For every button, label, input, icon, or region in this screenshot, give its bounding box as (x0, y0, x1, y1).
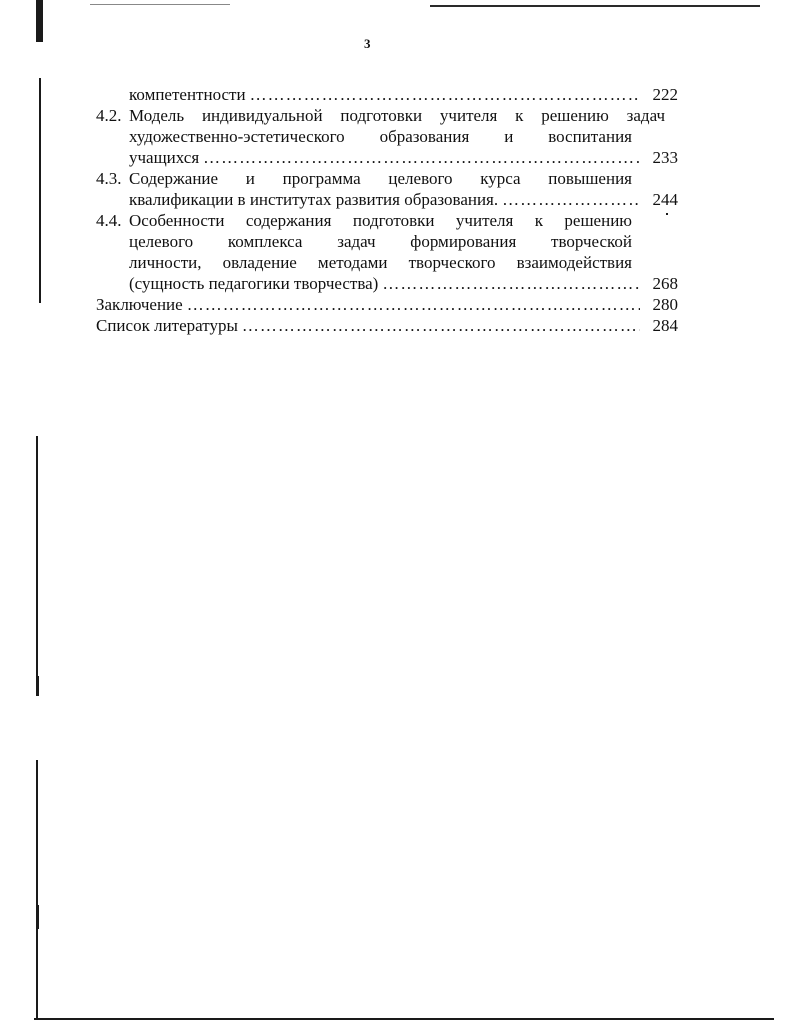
toc-entry-line: художественно-эстетического образования и воспитания (129, 127, 632, 146)
toc-entry-number: 4.4. (96, 211, 122, 230)
toc-page-ref: 280 (652, 295, 678, 314)
scan-bottom-edge (34, 1018, 774, 1020)
toc-leader (203, 147, 640, 168)
toc-entry (96, 315, 678, 336)
toc-leader (187, 294, 640, 315)
toc-entry-line: личности, овладение методами творческого взаимодействия (129, 253, 632, 272)
toc-entry (96, 105, 678, 168)
scan-top-edge (90, 4, 230, 5)
toc-entry (96, 84, 678, 105)
toc-page-ref: 222 (652, 85, 678, 104)
toc-leader (382, 273, 640, 294)
toc-leader (242, 315, 640, 336)
scan-edge-mark (36, 676, 39, 696)
toc-entry-title: Список литературы (96, 316, 238, 335)
toc-entry-title: квалификации в институтах развития образования. (129, 190, 499, 209)
toc-entry (96, 294, 678, 315)
toc-entry (96, 168, 678, 210)
toc-page-ref: 268 (652, 274, 678, 293)
toc-entry-line: Модель индивидуальной подготовки учителя к решению задач (129, 106, 665, 125)
toc-entry-title: компетентности (129, 85, 246, 104)
toc-entry-title: Заключение (96, 295, 183, 314)
table-of-contents (96, 84, 678, 336)
scan-edge-mark (36, 905, 39, 929)
toc-page-ref: 244 (652, 190, 678, 209)
page-number: 3 (364, 36, 371, 51)
scan-edge-line (36, 436, 38, 676)
toc-page-ref: 233 (652, 148, 678, 167)
toc-entry-number: 4.3. (96, 169, 122, 188)
toc-leader (502, 189, 640, 210)
toc-entry-line: целевого комплекса задач формирования творческой (129, 232, 632, 251)
toc-entry-line: Содержание и программа целевого курса повышения (129, 169, 632, 188)
toc-entry-number: 4.2. (96, 106, 122, 125)
scan-top-edge (430, 5, 760, 7)
scan-edge-line (36, 760, 38, 1020)
toc-entry (96, 210, 678, 294)
toc-entry-title: учащихся (129, 148, 200, 167)
scan-edge-line (39, 78, 41, 303)
toc-leader (250, 84, 640, 105)
toc-entry-line: Особенности содержания подготовки учителя к решению (129, 211, 632, 230)
toc-page-ref: 284 (652, 316, 678, 335)
toc-entry-title: (сущность педагогики творчества) (129, 274, 379, 293)
scan-edge-mark (36, 0, 43, 42)
